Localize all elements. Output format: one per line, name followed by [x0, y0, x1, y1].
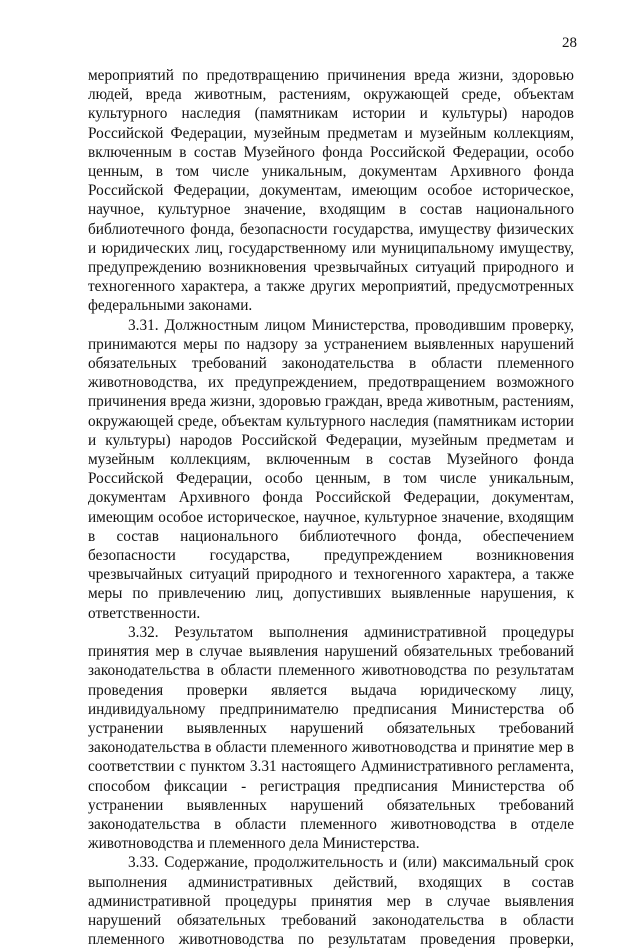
paragraph-3-31: 3.31. Должностным лицом Министерства, проводившим проверку, принимаются меры по надзору за устранением выявленных нарушений обязательных требований законодательства в области племенного животноводства, их предупреждением, предотвращением возможного причинения вреда жизни, здоровью граждан, вреда животным, растениям, окружающей среде, объектам культурного наследия (памятникам истории и культуры) народов Российской Федерации, музейным предметам и музейным коллекциям, включенным в состав Музейного фонда Российской Федерации, особо ценным, в том числе уникальным, документам Архивного фонда Российской Федерации, документам, имеющим особое историческое, научное, культурное значение, входящим в состав национального библиотечного фонда, обеспечением безопасности государства, предупреждением возникновения чрезвычайных ситуаций природного и техногенного характера, а также меры по привлечению лиц, допустивших выявленные нарушения, к ответственности. — [88, 316, 574, 622]
paragraph-3-33: 3.33. Содержание, продолжительность и (или) максимальный срок выполнения административных действий, входящих в состав административной процедуры принятия мер в случае выявления нарушений обязательных требований законодательства в области племенного животноводства по результатам проведения проверки, — [88, 854, 574, 949]
paragraph-continued: мероприятий по предотвращению причинения вреда жизни, здоровью людей, вреда животным, растениям, окружающей среде, объектам культурного наследия (памятникам истории и культуры) народов Российской Федерации, музейным предметам и музейным коллекциям, включенным в состав Музейного фонда Российской Федерации, особо ценным, в том числе уникальным, документам Архивного фонда Российской Федерации, документам, имеющим особое историческое, научное, культурное значение, входящим в состав национального библиотечного фонда, безопасности государства, имуществу физических и юридических лиц, государственному или муниципальному имуществу, предупреждению возникновения чрезвычайных ситуаций природного и техногенного характера, а также других мероприятий, предусмотренных федеральными законами. — [88, 67, 574, 315]
page-number: 28 — [562, 35, 577, 51]
paragraph-3-32: 3.32. Результатом выполнения административной процедуры принятия мер в случае выявления нарушений обязательных требований законодательства в области племенного животноводства по результатам проведения проверки является выдача юридическому лицу, индивидуальному предпринимателю предписания Министерства об устранении выявленных нарушений обязательных требований законодательства в области племенного животноводства и принятие мер в соответствии с пунктом 3.31 настоящего Административного регламента, способом фиксации - регистрация предписания Министерства об устранении выявленных нарушений обязательных требований законодательства в области племенного животноводства в отделе животноводства и племенного дела Министерства. — [88, 623, 574, 853]
document-body — [88, 66, 574, 949]
